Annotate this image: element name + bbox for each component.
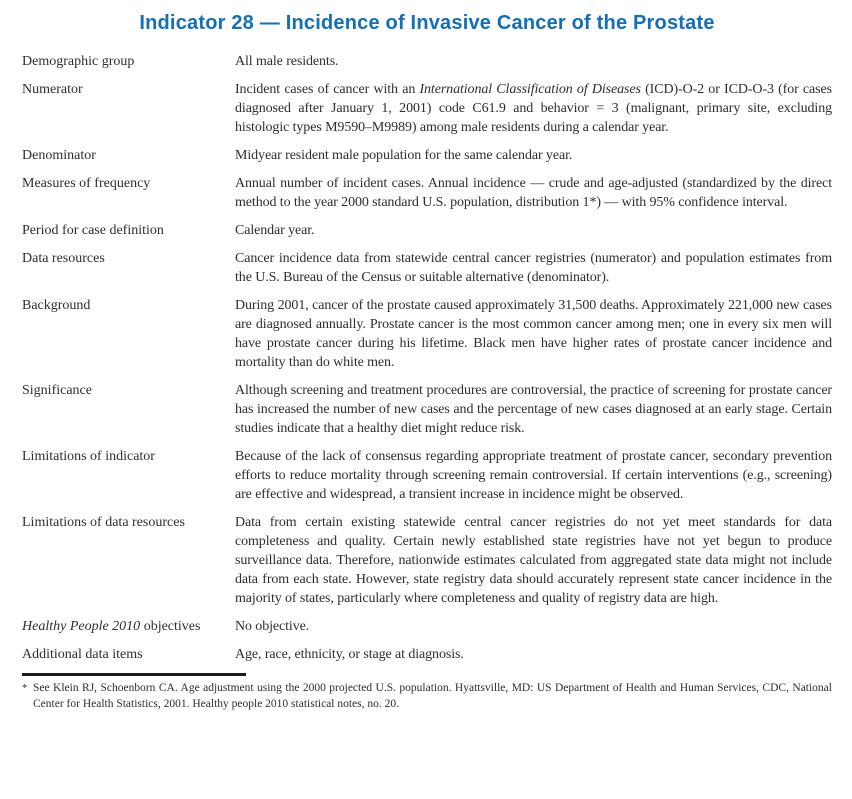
- table-row: [22, 296, 832, 372]
- row-text: [235, 645, 832, 664]
- text-segment: Cancer incidence data from statewide central cancer registries (numerator) and population estimates from the U.S. Bureau of the Census or suitable alternative (denominator).: [235, 251, 832, 285]
- row-text: [235, 381, 832, 438]
- footnote-text: See Klein RJ, Schoenborn CA. Age adjustment using the 2000 projected U.S. population. Hyattsville, MD: US Department of Health and Human Services, CDC, National Center for Health Statistics, 2001. Healthy people 2010 statistical notes, no. 20.: [33, 682, 832, 710]
- text-segment: During 2001, cancer of the prostate caused approximately 31,500 deaths. Approximately 221,000 new cases are diagnosed annually. Prostate cancer is the most common cancer among men; one in every six men will have prostate cancer during his lifetime. Black men have higher rates of prostate cancer incidence and mortality than do white men.: [235, 298, 832, 370]
- text-segment: No objective.: [235, 619, 310, 634]
- row-label: [22, 381, 235, 438]
- row-text: [235, 447, 832, 504]
- table-row: [22, 645, 832, 664]
- row-label: [22, 146, 235, 165]
- text-segment: Calendar year.: [235, 223, 315, 238]
- row-label: [22, 80, 235, 137]
- text-segment: Significance: [22, 383, 92, 398]
- text-segment: Background: [22, 298, 91, 313]
- footnote-marker: *: [22, 683, 28, 694]
- row-label: [22, 174, 235, 212]
- text-segment: Data from certain existing statewide central cancer registries do not yet meet standards for data completeness and quality. Certain newly established state registries have not yet begun to produce surveillance data. Therefore, nationwide estimates calculated from aggregated state data might not include data from each state. However, state registry data should accurately represent state cancer incidence in the majority of states, particularly where completeness and quality of registry data are high.: [235, 515, 832, 606]
- table-row: [22, 52, 832, 71]
- text-segment: Numerator: [22, 82, 83, 97]
- table-row: [22, 174, 832, 212]
- row-label: [22, 617, 235, 636]
- row-text: [235, 513, 832, 608]
- text-segment: Midyear resident male population for the same calendar year.: [235, 148, 573, 163]
- footnote-rule: [22, 673, 246, 676]
- row-text: [235, 52, 832, 71]
- text-segment: Although screening and treatment procedures are controversial, the practice of screening for prostate cancer has increased the number of new cases and the percentage of new cases diagnosed at an early stage. Certain studies indicate that a healthy diet might reduce risk.: [235, 383, 832, 436]
- text-segment: Age, race, ethnicity, or stage at diagnosis.: [235, 647, 464, 662]
- row-text: [235, 249, 832, 287]
- definition-table: [22, 52, 832, 664]
- text-segment: Demographic group: [22, 54, 135, 69]
- table-row: [22, 249, 832, 287]
- text-segment: Measures of frequency: [22, 176, 151, 191]
- text-segment: All male residents.: [235, 54, 339, 69]
- text-segment: Denominator: [22, 148, 96, 163]
- footnote: [22, 681, 832, 712]
- page-title: Indicator 28 — Incidence of Invasive Cancer of the Prostate: [139, 12, 715, 34]
- table-row: [22, 146, 832, 165]
- row-text: [235, 296, 832, 372]
- text-segment: Limitations of indicator: [22, 449, 155, 464]
- text-segment: Data resources: [22, 251, 105, 266]
- table-row: [22, 447, 832, 504]
- table-row: [22, 381, 832, 438]
- italic-text-segment: Healthy People 2010: [22, 619, 141, 634]
- table-row: [22, 513, 832, 608]
- row-text: [235, 80, 832, 137]
- row-text: [235, 146, 832, 165]
- row-label: [22, 645, 235, 664]
- table-row: [22, 80, 832, 137]
- row-text: [235, 221, 832, 240]
- row-label: [22, 221, 235, 240]
- text-segment: Additional data items: [22, 647, 143, 662]
- table-row: [22, 617, 832, 636]
- text-segment: Period for case definition: [22, 223, 164, 238]
- text-segment: Because of the lack of consensus regarding appropriate treatment of prostate cancer, secondary prevention efforts to reduce mortality through screening remain controversial. If certain interventions (e.g., screening) are effective and widespread, a transient increase in incidence might be observed.: [235, 449, 832, 502]
- text-segment: Incident cases of cancer with an: [235, 82, 420, 97]
- row-text: [235, 174, 832, 212]
- row-text: [235, 617, 832, 636]
- text-segment: (ICD)-O-2 or ICD-O-3 (for cases diagnosed after January 1, 2001) code C61.9 and behavior = 3 (malignant, primary site, excluding histologic types M9590–M9989) among male residents during a calendar year.: [235, 82, 832, 135]
- text-segment: Annual number of incident cases. Annual incidence — crude and age-adjusted (standardized by the direct method to the year 2000 standard U.S. population, distribution 1*) — with 95% confidence interval.: [235, 176, 832, 210]
- row-label: [22, 296, 235, 372]
- row-label: [22, 447, 235, 504]
- row-label: [22, 249, 235, 287]
- row-label: [22, 52, 235, 71]
- row-label: [22, 513, 235, 608]
- text-segment: objectives: [140, 619, 201, 634]
- italic-text-segment: International Classification of Diseases: [419, 82, 641, 97]
- table-row: [22, 221, 832, 240]
- text-segment: Limitations of data resources: [22, 515, 185, 530]
